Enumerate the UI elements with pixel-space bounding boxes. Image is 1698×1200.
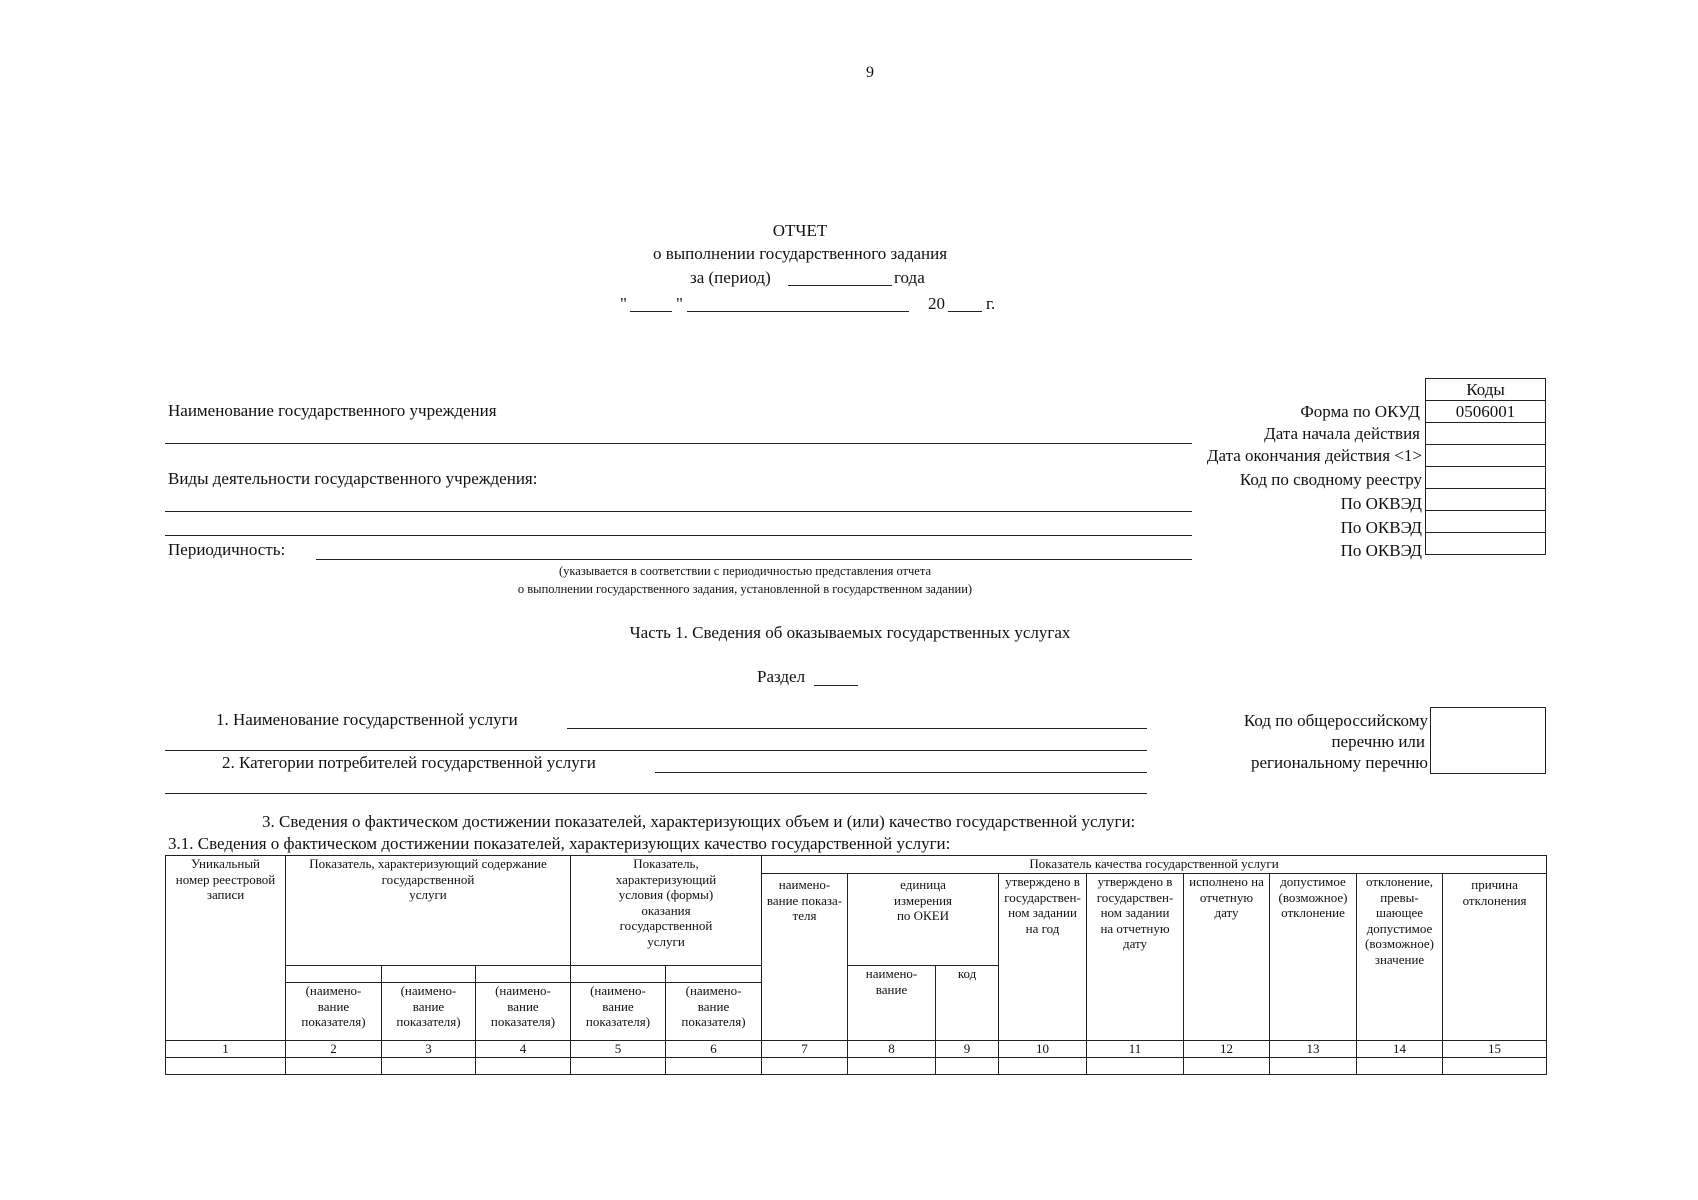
col-number-1: 1 — [166, 1041, 286, 1058]
data-cell-5[interactable] — [571, 1058, 666, 1075]
col-number-11: 11 — [1087, 1041, 1184, 1058]
sub-name-5 — [571, 983, 666, 1041]
col-name-line3: теля — [792, 908, 817, 923]
sub-name-3-l3: показателя) — [396, 1014, 461, 1029]
year-field[interactable] — [948, 311, 982, 312]
activities-label: Виды деятельности государственного учреждения: — [168, 469, 538, 488]
sub-name-4 — [476, 983, 571, 1041]
col-unit-header — [848, 874, 999, 966]
col-cond-line5: государственной — [619, 918, 713, 933]
registry-label: Код по сводному реестру — [1239, 470, 1422, 489]
sub-name-6-l1: (наимено- — [685, 983, 742, 998]
okud-label: Форма по ОКУД — [1300, 402, 1420, 421]
okved-label-1: По ОКВЭД — [1340, 494, 1422, 513]
col-ay-line4: на год — [1025, 920, 1060, 936]
col-dev-line5: (возможное) — [1365, 936, 1434, 951]
col-reason-line2: отклонения — [1462, 892, 1527, 908]
col-number-10: 10 — [999, 1041, 1087, 1058]
col-cond-line1: Показатель, — [633, 856, 699, 871]
quality-indicators-table — [165, 855, 1547, 1075]
data-cell-13[interactable] — [1270, 1058, 1357, 1075]
data-cell-11[interactable] — [1087, 1058, 1184, 1075]
start-date-label: Дата начала действия — [1264, 424, 1420, 443]
periodicity-label: Периодичность: — [168, 540, 286, 559]
col-done — [1184, 874, 1270, 1041]
col-number-3: 3 — [382, 1041, 476, 1058]
date-quote-open: " — [620, 294, 627, 313]
end-date-label: Дата окончания действия <1> — [1206, 446, 1422, 465]
consumers-label: 2. Категории потребителей государственной услуги — [222, 753, 596, 772]
page-number: 9 — [866, 64, 874, 81]
col-unique-header — [166, 856, 286, 1041]
okved-code-3[interactable] — [1426, 533, 1546, 555]
periodicity-note-2: о выполнении государственного задания, установленной в государственном задании) — [517, 582, 973, 596]
col-ay-line1: утверждено в — [1005, 874, 1080, 889]
col-ay-line2: государствен- — [1004, 889, 1081, 905]
institution-name-field[interactable] — [165, 443, 1192, 444]
col-ad-line2: государствен- — [1096, 889, 1174, 905]
col-cond-line4: оказания — [641, 902, 691, 918]
okved-code-2[interactable] — [1426, 511, 1546, 533]
data-cell-4[interactable] — [476, 1058, 571, 1075]
period-label: за (период) — [690, 268, 771, 287]
activities-field-2[interactable] — [165, 535, 1192, 536]
sub-name-4-l2: вание — [507, 998, 539, 1014]
sub-name-6-l2: вание — [697, 998, 730, 1014]
service-name-field[interactable] — [567, 728, 1147, 729]
sub-name-6 — [666, 983, 762, 1041]
col-content-line3: услуги — [409, 887, 447, 902]
start-date-code[interactable] — [1426, 423, 1546, 445]
col-unit-name — [848, 966, 936, 1041]
activities-field-1[interactable] — [165, 511, 1192, 512]
sub-name-5-l3: показателя) — [585, 1014, 651, 1029]
col-number-9: 9 — [936, 1041, 999, 1058]
date-quote-close: " — [676, 294, 683, 313]
sub-name-5-l1: (наимено- — [590, 983, 646, 998]
content-blank-1[interactable] — [286, 966, 382, 983]
data-cell-3[interactable] — [382, 1058, 476, 1075]
cond-blank-1[interactable] — [571, 966, 666, 983]
periodicity-field[interactable] — [316, 559, 1192, 560]
col-done-line1: исполнено на — [1189, 874, 1264, 889]
okved-code-1[interactable] — [1426, 489, 1546, 511]
col-number-12: 12 — [1184, 1041, 1270, 1058]
col-ay-line3: ном задании — [1008, 905, 1077, 920]
institution-name-label: Наименование государственного учреждения — [168, 401, 497, 420]
col-content-line2: государственной — [381, 871, 475, 887]
col-allowed-line1: допустимое — [1280, 874, 1346, 889]
codes-table — [1425, 400, 1546, 555]
col-number-2: 2 — [286, 1041, 382, 1058]
col-cond-line6: услуги — [647, 933, 685, 949]
col-name-line1: наимено- — [778, 877, 831, 892]
report-subtitle: о выполнении государственного задания — [652, 244, 948, 263]
day-field[interactable] — [630, 311, 672, 312]
sub-name-3-l1: (наимено- — [400, 983, 457, 998]
end-date-code[interactable] — [1426, 445, 1546, 467]
section-number-field[interactable] — [814, 685, 858, 686]
data-cell-2[interactable] — [286, 1058, 382, 1075]
col-dev-line4: допустимое — [1366, 920, 1433, 936]
sub-name-5-l2: вание — [602, 998, 634, 1014]
col-unit-code: код — [936, 966, 999, 1041]
periodicity-note-1: (указывается в соответствии с периодичностью представления отчета — [558, 564, 932, 578]
col-unit-line3: по ОКЕИ — [896, 908, 950, 923]
data-cell-7[interactable] — [762, 1058, 848, 1075]
sub-name-3-l2: вание — [412, 998, 445, 1014]
data-cell-8[interactable] — [848, 1058, 936, 1075]
year-prefix: 20 — [928, 294, 945, 313]
service-name-field-2[interactable] — [165, 750, 1147, 751]
sub-name-2-l3: показателя) — [301, 1014, 366, 1029]
col-dev-line6: значение — [1374, 951, 1425, 967]
sub-name-6-l3: показателя) — [681, 1014, 746, 1029]
col-cond-line2: характеризующий — [615, 871, 717, 887]
col-dev-line2: превы- — [1380, 889, 1419, 905]
period-field[interactable] — [788, 285, 892, 286]
service-name-label: 1. Наименование государственной услуги — [216, 710, 518, 729]
section-label: Раздел — [757, 667, 806, 686]
col-quality-header: Показатель качества государственной услуги — [762, 856, 1547, 874]
period-suffix: года — [894, 268, 925, 287]
col-unit-name-line2: вание — [875, 981, 908, 997]
col-allowed-line3: отклонение — [1281, 905, 1345, 920]
sub-name-2-l1: (наимено- — [305, 983, 362, 998]
col-cond-line3: условия (формы) — [618, 887, 714, 902]
col-number-4: 4 — [476, 1041, 571, 1058]
sub-name-2-l2: вание — [317, 998, 350, 1014]
col-ad-line3: ном задании — [1100, 905, 1170, 920]
cond-blank-2[interactable] — [666, 966, 762, 983]
sub-name-2 — [286, 983, 382, 1041]
col-number-8: 8 — [848, 1041, 936, 1058]
col-number-5: 5 — [571, 1041, 666, 1058]
data-cell-15[interactable] — [1443, 1058, 1547, 1075]
col-approved-year — [999, 874, 1087, 1041]
col-dev-line1: отклонение, — [1366, 874, 1433, 889]
okud-code: 0506001 — [1426, 401, 1546, 423]
consumers-field[interactable] — [655, 772, 1147, 773]
col-done-line3: дату — [1214, 905, 1239, 920]
data-cell-12[interactable] — [1184, 1058, 1270, 1075]
col-number-13: 13 — [1270, 1041, 1357, 1058]
okved-label-3: По ОКВЭД — [1340, 541, 1422, 560]
data-cell-1[interactable] — [166, 1058, 286, 1075]
sub-name-3 — [382, 983, 476, 1041]
item3-text: 3. Сведения о фактическом достижении показателей, характеризующих объем и (или) качество государственной услуги: — [262, 812, 1136, 831]
content-blank-2[interactable] — [382, 966, 476, 983]
data-cell-6[interactable] — [666, 1058, 762, 1075]
col-conditions-header — [571, 856, 762, 966]
col-unit-line1: единица — [900, 877, 946, 892]
col-number-15: 15 — [1443, 1041, 1547, 1058]
data-cell-10[interactable] — [999, 1058, 1087, 1075]
sub-name-4-l3: показателя) — [490, 1014, 556, 1029]
col-ad-line1: утверждено в — [1097, 874, 1173, 889]
col-unit-name-line1: наимено- — [865, 966, 918, 981]
col-allowed-line2: (возможное) — [1278, 889, 1348, 905]
data-cell-14[interactable] — [1357, 1058, 1443, 1075]
year-suffix: г. — [986, 294, 996, 313]
col-ad-line4: на отчетную — [1100, 920, 1170, 936]
col-allowed — [1270, 874, 1357, 1041]
col-deviation — [1357, 874, 1443, 1041]
col-unique-line2: номер реестровой — [175, 871, 276, 887]
col-unique-line3: записи — [206, 887, 245, 902]
col-content-header — [286, 856, 571, 966]
col-indicator-name — [762, 874, 848, 1041]
registry-code-label-2: перечню или — [1331, 732, 1425, 751]
col-unique-line1: Уникальный — [190, 856, 261, 871]
consumers-field-2[interactable] — [165, 793, 1147, 794]
col-done-line2: отчетную — [1199, 889, 1254, 905]
col-number-6: 6 — [666, 1041, 762, 1058]
registry-code[interactable] — [1426, 467, 1546, 489]
part1-title: Часть 1. Сведения об оказываемых государственных услугах — [629, 623, 1071, 642]
col-unit-line2: измерения — [893, 892, 953, 908]
report-title: ОТЧЕТ — [772, 221, 828, 240]
col-dev-line3: шающее — [1375, 905, 1424, 920]
col-name-line2: вание показа- — [766, 892, 843, 908]
col-number-7: 7 — [762, 1041, 848, 1058]
codes-heading: Коды — [1425, 378, 1546, 400]
col-content-line1: Показатель, характеризующий содержание — [309, 856, 547, 871]
col-number-14: 14 — [1357, 1041, 1443, 1058]
registry-code-label-3: региональному перечню — [1250, 753, 1428, 772]
registry-code-box[interactable] — [1430, 707, 1546, 774]
col-ad-line5: дату — [1122, 936, 1148, 951]
col-reason-line1: причина — [1471, 877, 1518, 892]
month-field[interactable] — [687, 311, 909, 312]
item31-text: 3.1. Сведения о фактическом достижении показателей, характеризующих качество государственной услуги: — [168, 834, 951, 853]
col-reason — [1443, 874, 1547, 1041]
okved-label-2: По ОКВЭД — [1340, 518, 1422, 537]
col-approved-date — [1087, 874, 1184, 1041]
data-cell-9[interactable] — [936, 1058, 999, 1075]
sub-name-4-l1: (наимено- — [495, 983, 551, 998]
content-blank-3[interactable] — [476, 966, 571, 983]
registry-code-label-1: Код по общероссийскому — [1243, 711, 1428, 730]
